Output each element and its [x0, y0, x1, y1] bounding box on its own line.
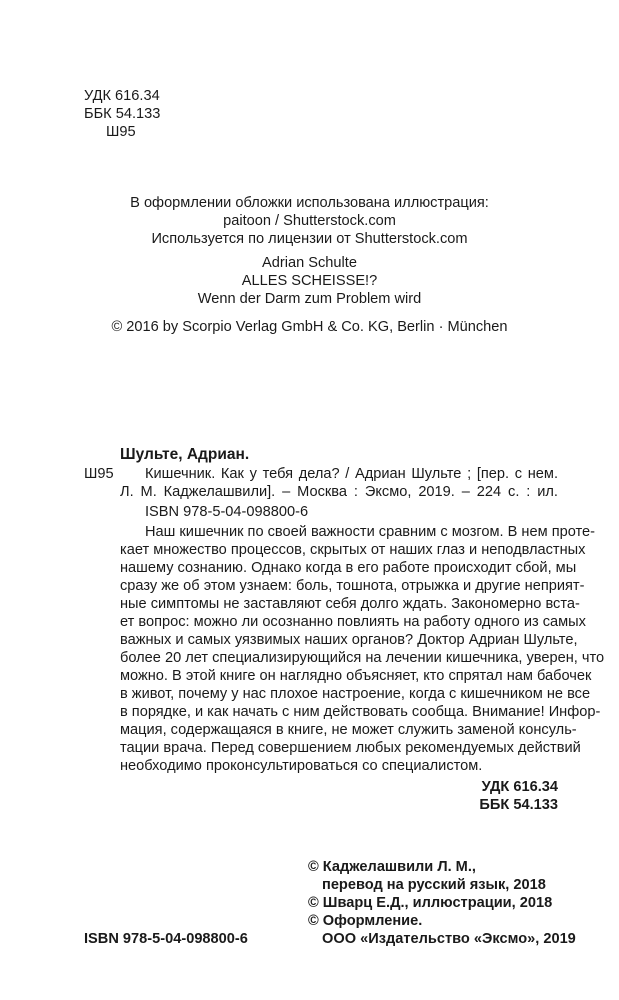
annotation-line: мация, содержащаяся в книге, не может служить заменой консуль-: [120, 722, 577, 738]
udk-code: УДК 616.34: [84, 88, 160, 104]
original-subtitle: Wenn der Darm zum Problem wird: [197, 291, 422, 307]
copyright-publisher: ООО «Издательство «Эксмо», 2019: [322, 931, 576, 947]
annotation-line: в порядке, и как начать с ним действовать сообща. Внимание! Инфор-: [120, 704, 601, 720]
cover-credit-line: В оформлении обложки использована иллюстрация:: [130, 195, 489, 211]
annotation-line: ет вопрос: можно ли осознанно повлиять на работу одного из самых: [120, 614, 586, 630]
original-copyright: © 2016 by Scorpio Verlag GmbH & Co. KG, Berlin · München: [111, 319, 508, 335]
catalog-isbn: ISBN 978-5-04-098800-6: [145, 504, 309, 520]
catalog-udk: УДК 616.34: [481, 779, 558, 795]
copyright-illustrations: © Шварц Е.Д., иллюстрации, 2018: [308, 895, 553, 911]
catalog-annotation: [120, 523, 605, 775]
catalog-author-mark: Ш95: [84, 466, 114, 482]
annotation-line: можно. В этой книге он наглядно объясняет, кто спрятал нам бабочек: [120, 668, 592, 684]
original-author: Adrian Schulte: [262, 255, 357, 271]
cover-credit-line: Используется по лицензии от Shutterstock.com: [151, 231, 468, 247]
catalog-imprint-line: Л. М. Каджелашвили]. – Москва : Эксмо, 2019. – 224 с. : ил.: [120, 484, 558, 500]
annotation-line: в живот, почему у нас плохое настроение, когда с кишечником не все: [120, 686, 591, 702]
copyright-block: [308, 858, 576, 948]
bbk-code: ББК 54.133: [84, 106, 161, 122]
annotation-line: ные симптомы не заставляют себя долго ждать. Закономерно вста-: [120, 596, 580, 612]
copyright-translator: © Каджелашвили Л. М.,: [308, 859, 476, 875]
annotation-line: сразу же об этом узнаем: боль, тошнота, отрыжка и другие неприят-: [120, 578, 585, 594]
annotation-line: более 20 лет специализирующийся на лечении кишечника, уверен, что: [120, 650, 605, 666]
annotation-line: кает множество процессов, скрытых от наших глаз и неподвластных: [120, 542, 586, 558]
copyright-design: © Оформление.: [308, 913, 423, 929]
original-title: ALLES SCHEISSE!?: [241, 273, 378, 289]
bottom-isbn: ISBN 978-5-04-098800-6: [84, 931, 248, 947]
annotation-line: необходимо проконсультироваться со специалистом.: [120, 758, 483, 774]
annotation-line: важных и самых уязвимых наших органов? Доктор Адриан Шульте,: [120, 632, 578, 648]
catalog-heading: Шульте, Адриан.: [120, 446, 250, 463]
catalog-title-line: Кишечник. Как у тебя дела? / Адриан Шульте ; [пер. с нем.: [145, 466, 558, 482]
copyright-translation: перевод на русский язык, 2018: [322, 877, 546, 893]
cover-credits: [0, 194, 619, 248]
catalog-bbk: ББК 54.133: [479, 797, 558, 813]
author-mark: Ш95: [106, 124, 136, 140]
annotation-line: тации врача. Перед совершением любых рекомендуемых действий: [120, 740, 581, 756]
original-edition: [0, 254, 619, 308]
annotation-line: нашему сознанию. Однако когда в его работе происходит сбой, мы: [120, 560, 577, 576]
classification-top: [84, 87, 160, 141]
annotation-line: Наш кишечник по своей важности сравним с мозгом. В нем проте-: [145, 524, 596, 540]
cover-credit-line: paitoon / Shutterstock.com: [223, 213, 396, 229]
